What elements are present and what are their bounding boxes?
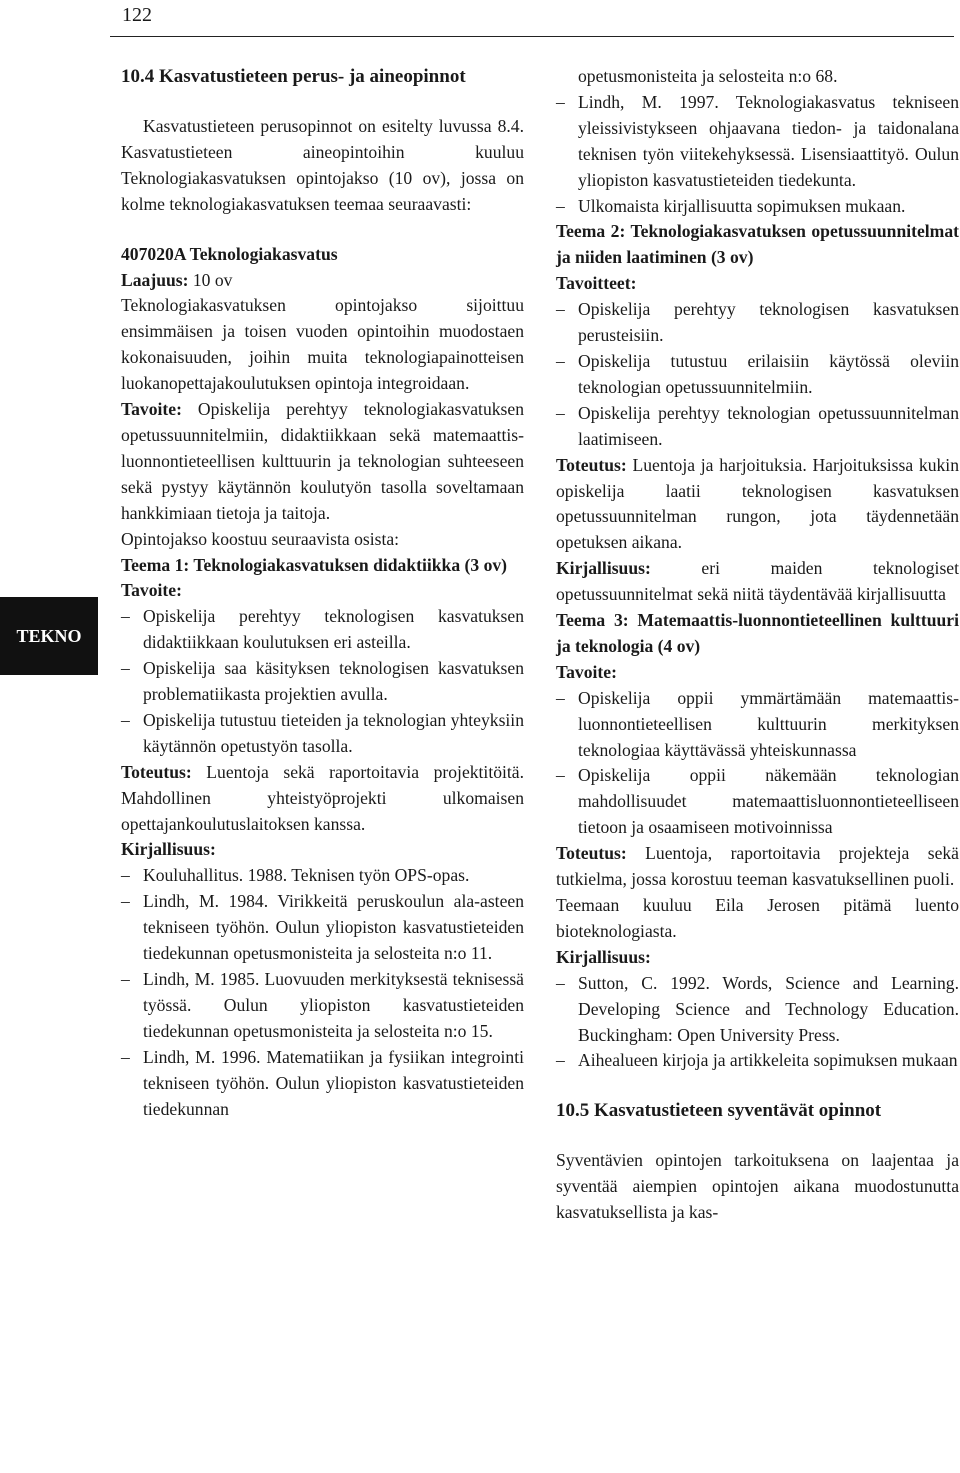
goal-text: Opiskelija perehtyy teknologiakasvatuksen opetussuunnitelmiin, didaktiikkaan sekä matemaattis-luonnontieteellisen kulttuurin ja teknologian suhteeseen sekä pystyy käytännön koulutyön tasolla soveltamaan hankkimiaan tietoja ja taitoja.: [121, 399, 524, 523]
impl-label: Toteutus:: [556, 454, 627, 475]
theme3-literature-label: Kirjallisuus:: [556, 946, 651, 967]
list-item: – Lindh, M. 1996. Matematiikan ja fysiikan integrointi tekniseen työhön. Oulun yliopiston kasvatustieteiden tiedekunnan: [121, 1045, 524, 1123]
page-number: 122: [122, 4, 152, 26]
list-item: – Lindh, M. 1984. Virikkeitä peruskoulun ala-asteen tekniseen työhön. Oulun yliopiston kasvatustieteiden tiedekunnan opetusmonisteita ja selosteita n:o 11.: [121, 889, 524, 967]
theme3-title: Teema 3: Matemaattis-luonnontieteellinen kulttuuri ja teknologia (4 ov): [556, 610, 959, 656]
list-item: – Ulkomaista kirjallisuutta sopimuksen mukaan.: [556, 194, 959, 220]
left-column: [121, 64, 524, 1122]
list-item: – Kouluhallitus. 1988. Teknisen työn OPS-opas.: [121, 863, 524, 889]
theme3-implementation: [556, 841, 959, 893]
list-item: – Opiskelija saa käsityksen teknologisen kasvatuksen problematiikasta projektien avulla.: [121, 656, 524, 708]
theme2-title: Teema 2: Teknologiakasvatuksen opetussuunnitelmat ja niiden laatiminen (3 ov): [556, 221, 959, 268]
theme1-implementation: [121, 760, 524, 838]
course-title: 407020A Teknologiakasvatus: [121, 243, 338, 264]
section2-title: 10.5 Kasvatustieteen syventävät opinnot: [556, 1100, 882, 1122]
impl-text: Luentoja ja harjoituksia. Harjoituksissa kukin opiskelija laatii teknologisen kasvatuksen opetussuunnitelman rungon, jota täydennetään opetuksen aikana.: [556, 454, 959, 553]
course-description: Teknologiakasvatuksen opintojakso sijoittuu ensimmäisen ja toisen vuoden opintoihin muodostaen kokonaisuuden, joihin muita teknologiapainotteisen luokanopettajakoulutuksen opintoja integroidaan.: [121, 295, 524, 394]
course-scope: [121, 268, 524, 294]
side-tab: TEKNO: [0, 597, 98, 675]
list-item: – Aihealueen kirjoja ja artikkeleita sopimuksen mukaan: [556, 1048, 959, 1074]
scope-value: 10 ov: [188, 269, 233, 290]
parts-intro: Opintojakso koostuu seuraavista osista:: [121, 528, 400, 549]
impl-label: Toteutus:: [121, 761, 192, 782]
theme1-literature-label: Kirjallisuus:: [121, 839, 216, 860]
list-item: – Opiskelija perehtyy teknologisen kasvatuksen perusteisiin.: [556, 297, 959, 349]
scope-label: Laajuus:: [121, 269, 189, 290]
right-column: [556, 64, 959, 1226]
impl-text: Luentoja, raportoitavia projekteja sekä tutkielma, jossa korostuu teeman kasvatuksellinen puoli.: [556, 843, 959, 890]
list-item: – Lindh, M. 1997. Teknologiakasvatus tekniseen yleissivistykseen ohjaavana tiedon- ja taidonalana teknisen työn viitekehyksessä. Lisensiaattityö. Oulun yliopiston kasvatustieteiden tiedekunta.: [556, 90, 959, 194]
theme2-implementation: [556, 453, 959, 557]
theme1-goal-label: Tavoite:: [121, 580, 182, 601]
impl-text: Luentoja sekä raportoitavia projektitöitä. Mahdollinen yhteistyöprojekti ulkomaisen opettajankoulutuslaitoksen kanssa.: [121, 761, 524, 834]
theme3-goal-label: Tavoite:: [556, 661, 617, 682]
literature-label: Kirjallisuus:: [556, 558, 651, 579]
impl-label: Toteutus:: [556, 843, 627, 864]
list-item: – Opiskelija perehtyy teknologian opetussuunnitelman laatimiseen.: [556, 401, 959, 453]
list-item: – Opiskelija tutustuu tieteiden ja teknologian yhteyksiin käytännön opetustyön tasolla.: [121, 708, 524, 760]
header-rule: [110, 36, 954, 37]
list-item: – Opiskelija tutustuu erilaisiin käytössä oleviin teknologian opetussuunnitelmiin.: [556, 349, 959, 401]
course-goal: [121, 397, 524, 527]
theme2-literature: [556, 556, 959, 608]
intro-paragraph: Kasvatustieteen perusopinnot on esitelty luvussa 8.4. Kasvatustieteen aineopintoihin kuuluu Teknologiakasvatuksen opintojakso (10 ov), jossa on kolme teknologiakasvatuksen teemaa seuraavasti:: [121, 116, 524, 214]
list-item: – Opiskelija perehtyy teknologisen kasvatuksen didaktiikkaan koulutuksen eri asteilla.: [121, 604, 524, 656]
list-item: – Opiskelija oppii näkemään teknologian mahdollisuudet matemaattisluonnontieteelliseen tietoon ja osaamiseen motivoinnissa: [556, 763, 959, 841]
list-item: – Sutton, C. 1992. Words, Science and Learning. Developing Science and Technology Education. Buckingham: Open University Press.: [556, 971, 959, 1049]
theme3-note: Teemaan kuuluu Eila Jerosen pitämä luento bioteknologiasta.: [556, 895, 959, 941]
theme1-title: Teema 1: Teknologiakasvatuksen didaktiikka (3 ov): [121, 554, 508, 575]
list-item: – Lindh, M. 1985. Luovuuden merkityksestä teknisessä työssä. Oulun yliopiston kasvatustieteiden tiedekunnan opetusmonisteita ja selosteita n:o 15.: [121, 967, 524, 1045]
list-item: – Opiskelija oppii ymmärtämään matemaattis-luonnontieteellisen kulttuurin merkityksen teknologiaa käyttävässä yhteiskunnassa: [556, 686, 959, 764]
goal-label: Tavoite:: [121, 399, 182, 420]
section2-intro: Syventävien opintojen tarkoituksena on laajentaa ja syventää aiempien opintojen aikana muodostunutta kasvatuksellista ja kas-: [556, 1150, 959, 1223]
theme2-goals-label: Tavoitteet:: [556, 273, 637, 294]
literature-continued: opetusmonisteita ja selosteita n:o 68.: [578, 66, 838, 86]
literature-text: eri maiden teknologiset opetussuunnitelmat sekä niitä täydentävää kirjallisuutta: [556, 558, 959, 605]
section-title: 10.4 Kasvatustieteen perus- ja aineopinnot: [121, 66, 466, 87]
